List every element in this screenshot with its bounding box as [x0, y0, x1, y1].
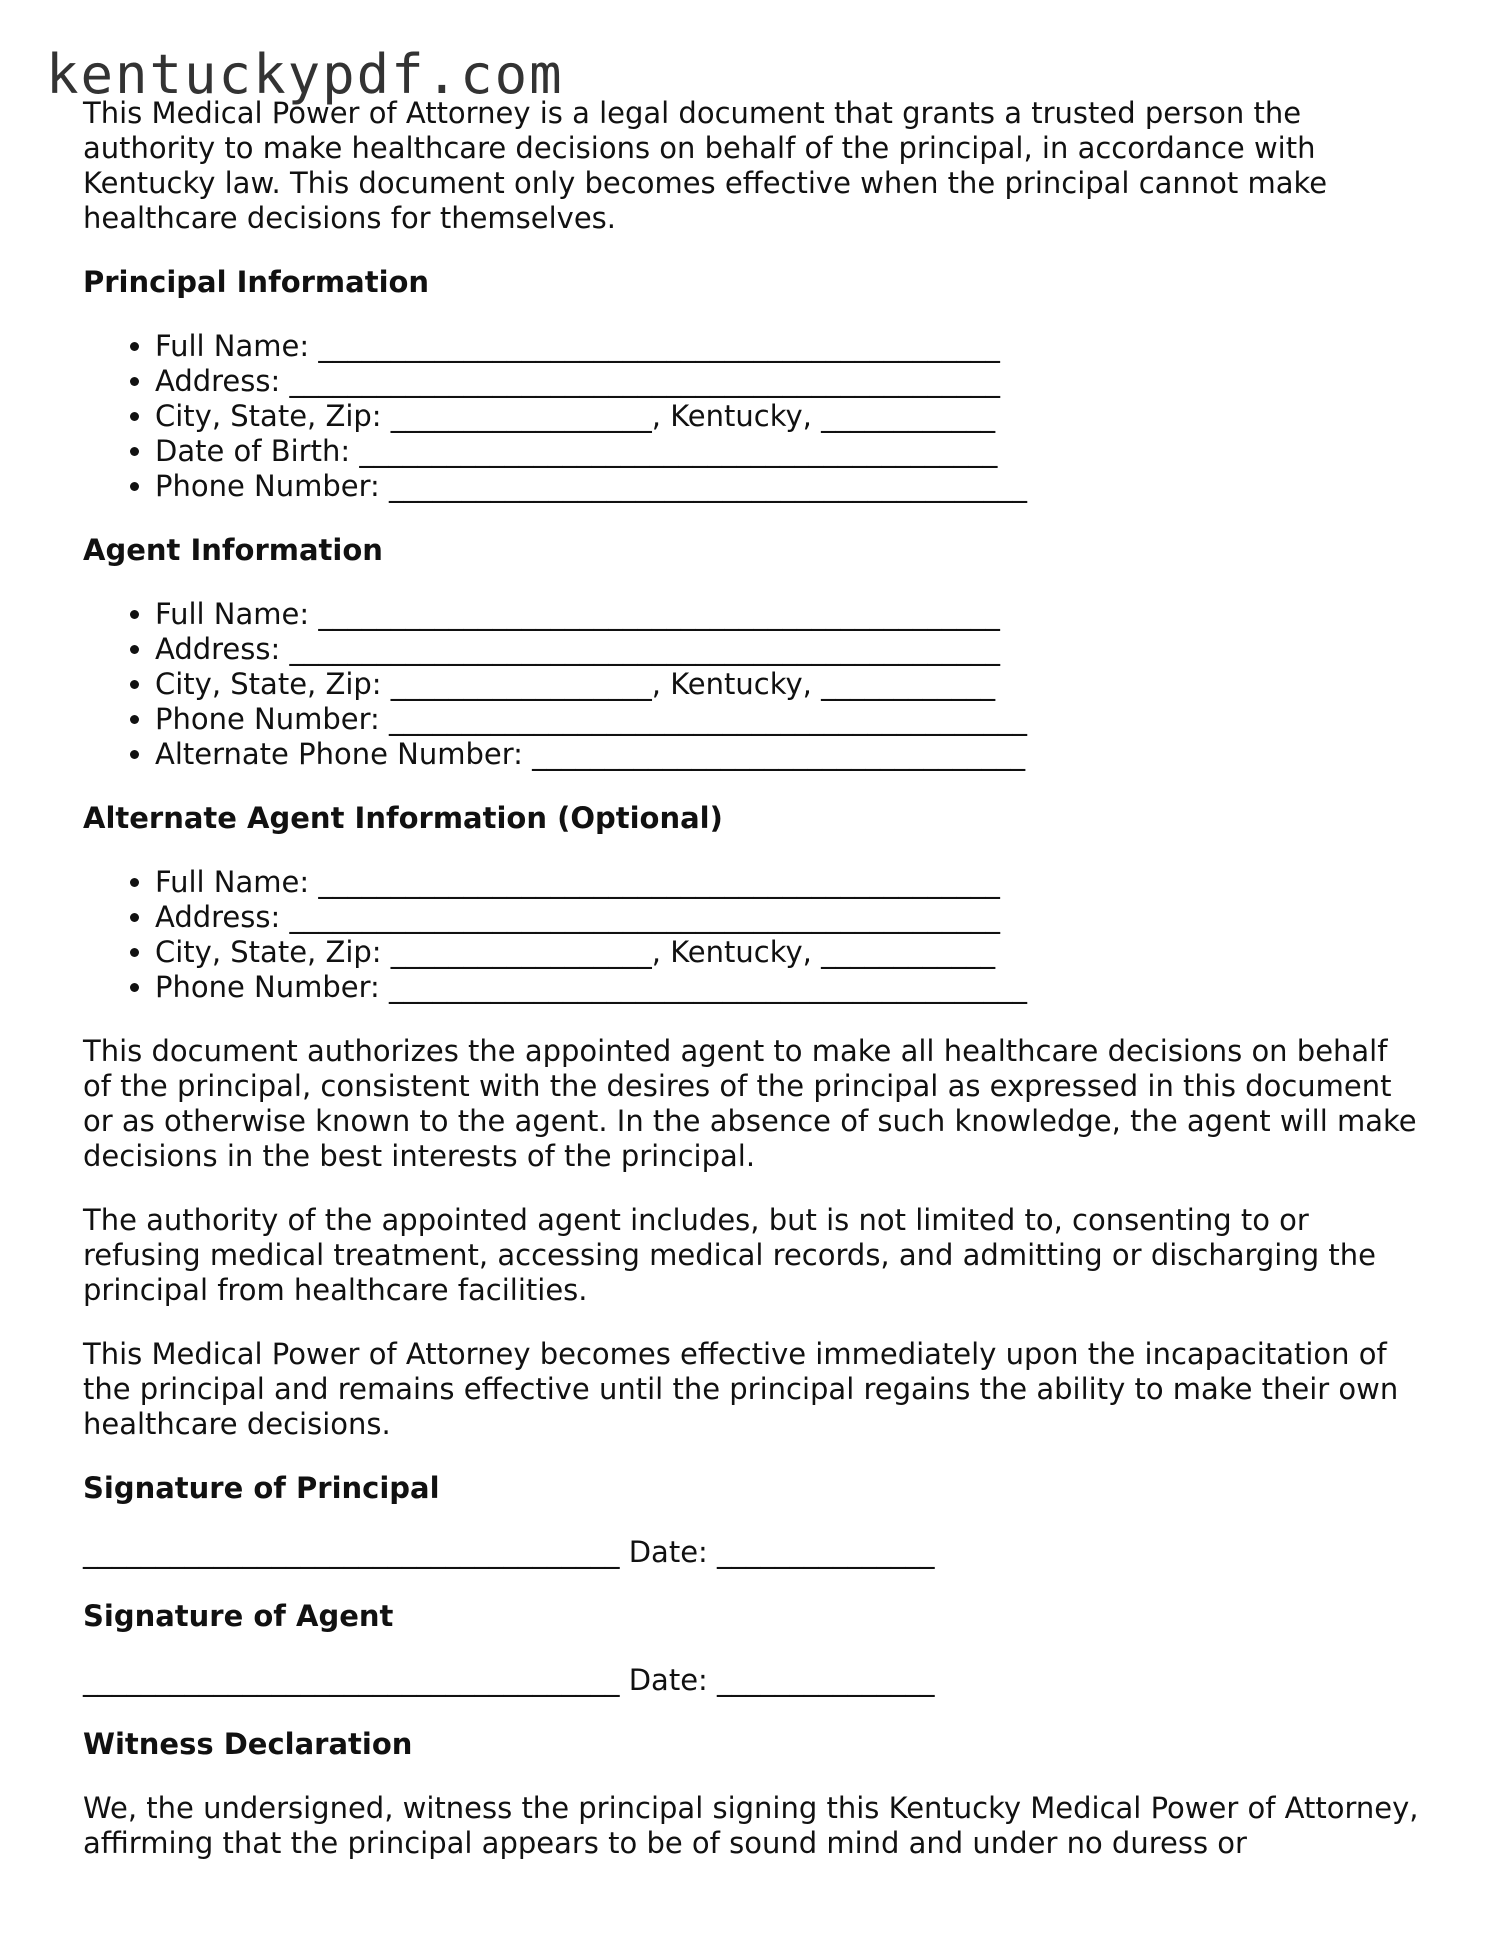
effective-paragraph: This Medical Power of Attorney becomes effective immediately upon the incapacitation of the principal and remains effective until the principal regains the ability to make their own healthcare decisions.	[83, 1337, 1399, 1441]
alternate-agent-phone-field: • Phone Number: ____________________________________________	[155, 970, 1423, 1005]
principal-full-name-field: • Full Name: _______________________________________________	[155, 329, 1423, 364]
intro-paragraph: This Medical Power of Attorney is a legal document that grants a trusted person the authority to make healthcare decisions on behalf of the principal, in accordance with Kentucky law. This document only becomes effective when the principal cannot make healthcare decisions for themselves.	[83, 96, 1328, 235]
principal-signature-heading: Signature of Principal	[83, 1471, 440, 1505]
principal-heading: Principal Information	[83, 265, 430, 299]
witness-heading: Witness Declaration	[83, 1727, 413, 1761]
agent-signature-line: _____________________________________ Date: _______________	[83, 1663, 935, 1697]
alternate-agent-heading: Alternate Agent Information (Optional)	[83, 801, 723, 835]
principal-signature-line: _____________________________________ Date: _______________	[83, 1535, 935, 1569]
agent-phone-field: • Phone Number: ____________________________________________	[155, 702, 1423, 737]
agent-heading: Agent Information	[83, 533, 383, 567]
principal-fields	[83, 329, 1423, 504]
witness-paragraph: We, the undersigned, witness the principal signing this Kentucky Medical Power of Attorney, affirming that the principal appears to be of sound mind and under no duress or	[83, 1791, 1419, 1860]
principal-date-of-birth-field: • Date of Birth: ____________________________________________	[155, 434, 1423, 469]
site-watermark: kentuckypdf.com	[46, 43, 564, 106]
agent-address-field: • Address: _________________________________________________	[155, 632, 1423, 667]
agent-signature-heading: Signature of Agent	[83, 1599, 394, 1633]
authorization-paragraph: This document authorizes the appointed agent to make all healthcare decisions on behalf of the principal, consistent with the desires of the principal as expressed in this document or as otherwise known to the agent. In the absence of such knowledge, the agent will make decisions in the best interests of the principal.	[83, 1034, 1417, 1173]
principal-city-state-zip-field: • City, State, Zip: __________________, Kentucky, ____________	[155, 399, 1423, 434]
document-page	[83, 96, 1423, 1890]
agent-fields	[83, 597, 1423, 772]
principal-address-field: • Address: _________________________________________________	[155, 364, 1423, 399]
agent-full-name-field: • Full Name: _______________________________________________	[155, 597, 1423, 632]
alternate-agent-full-name-field: • Full Name: _______________________________________________	[155, 865, 1423, 900]
principal-phone-field: • Phone Number: ____________________________________________	[155, 469, 1423, 504]
alternate-agent-city-state-zip-field: • City, State, Zip: __________________, Kentucky, ____________	[155, 935, 1423, 970]
alternate-agent-fields	[83, 865, 1423, 1005]
authority-paragraph: The authority of the appointed agent includes, but is not limited to, consenting to or refusing medical treatment, accessing medical records, and admitting or discharging the principal from healthcare facilities.	[83, 1203, 1376, 1307]
alternate-agent-address-field: • Address: _________________________________________________	[155, 900, 1423, 935]
agent-city-state-zip-field: • City, State, Zip: __________________, Kentucky, ____________	[155, 667, 1423, 702]
agent-alternate-phone-field: • Alternate Phone Number: __________________________________	[155, 737, 1423, 772]
